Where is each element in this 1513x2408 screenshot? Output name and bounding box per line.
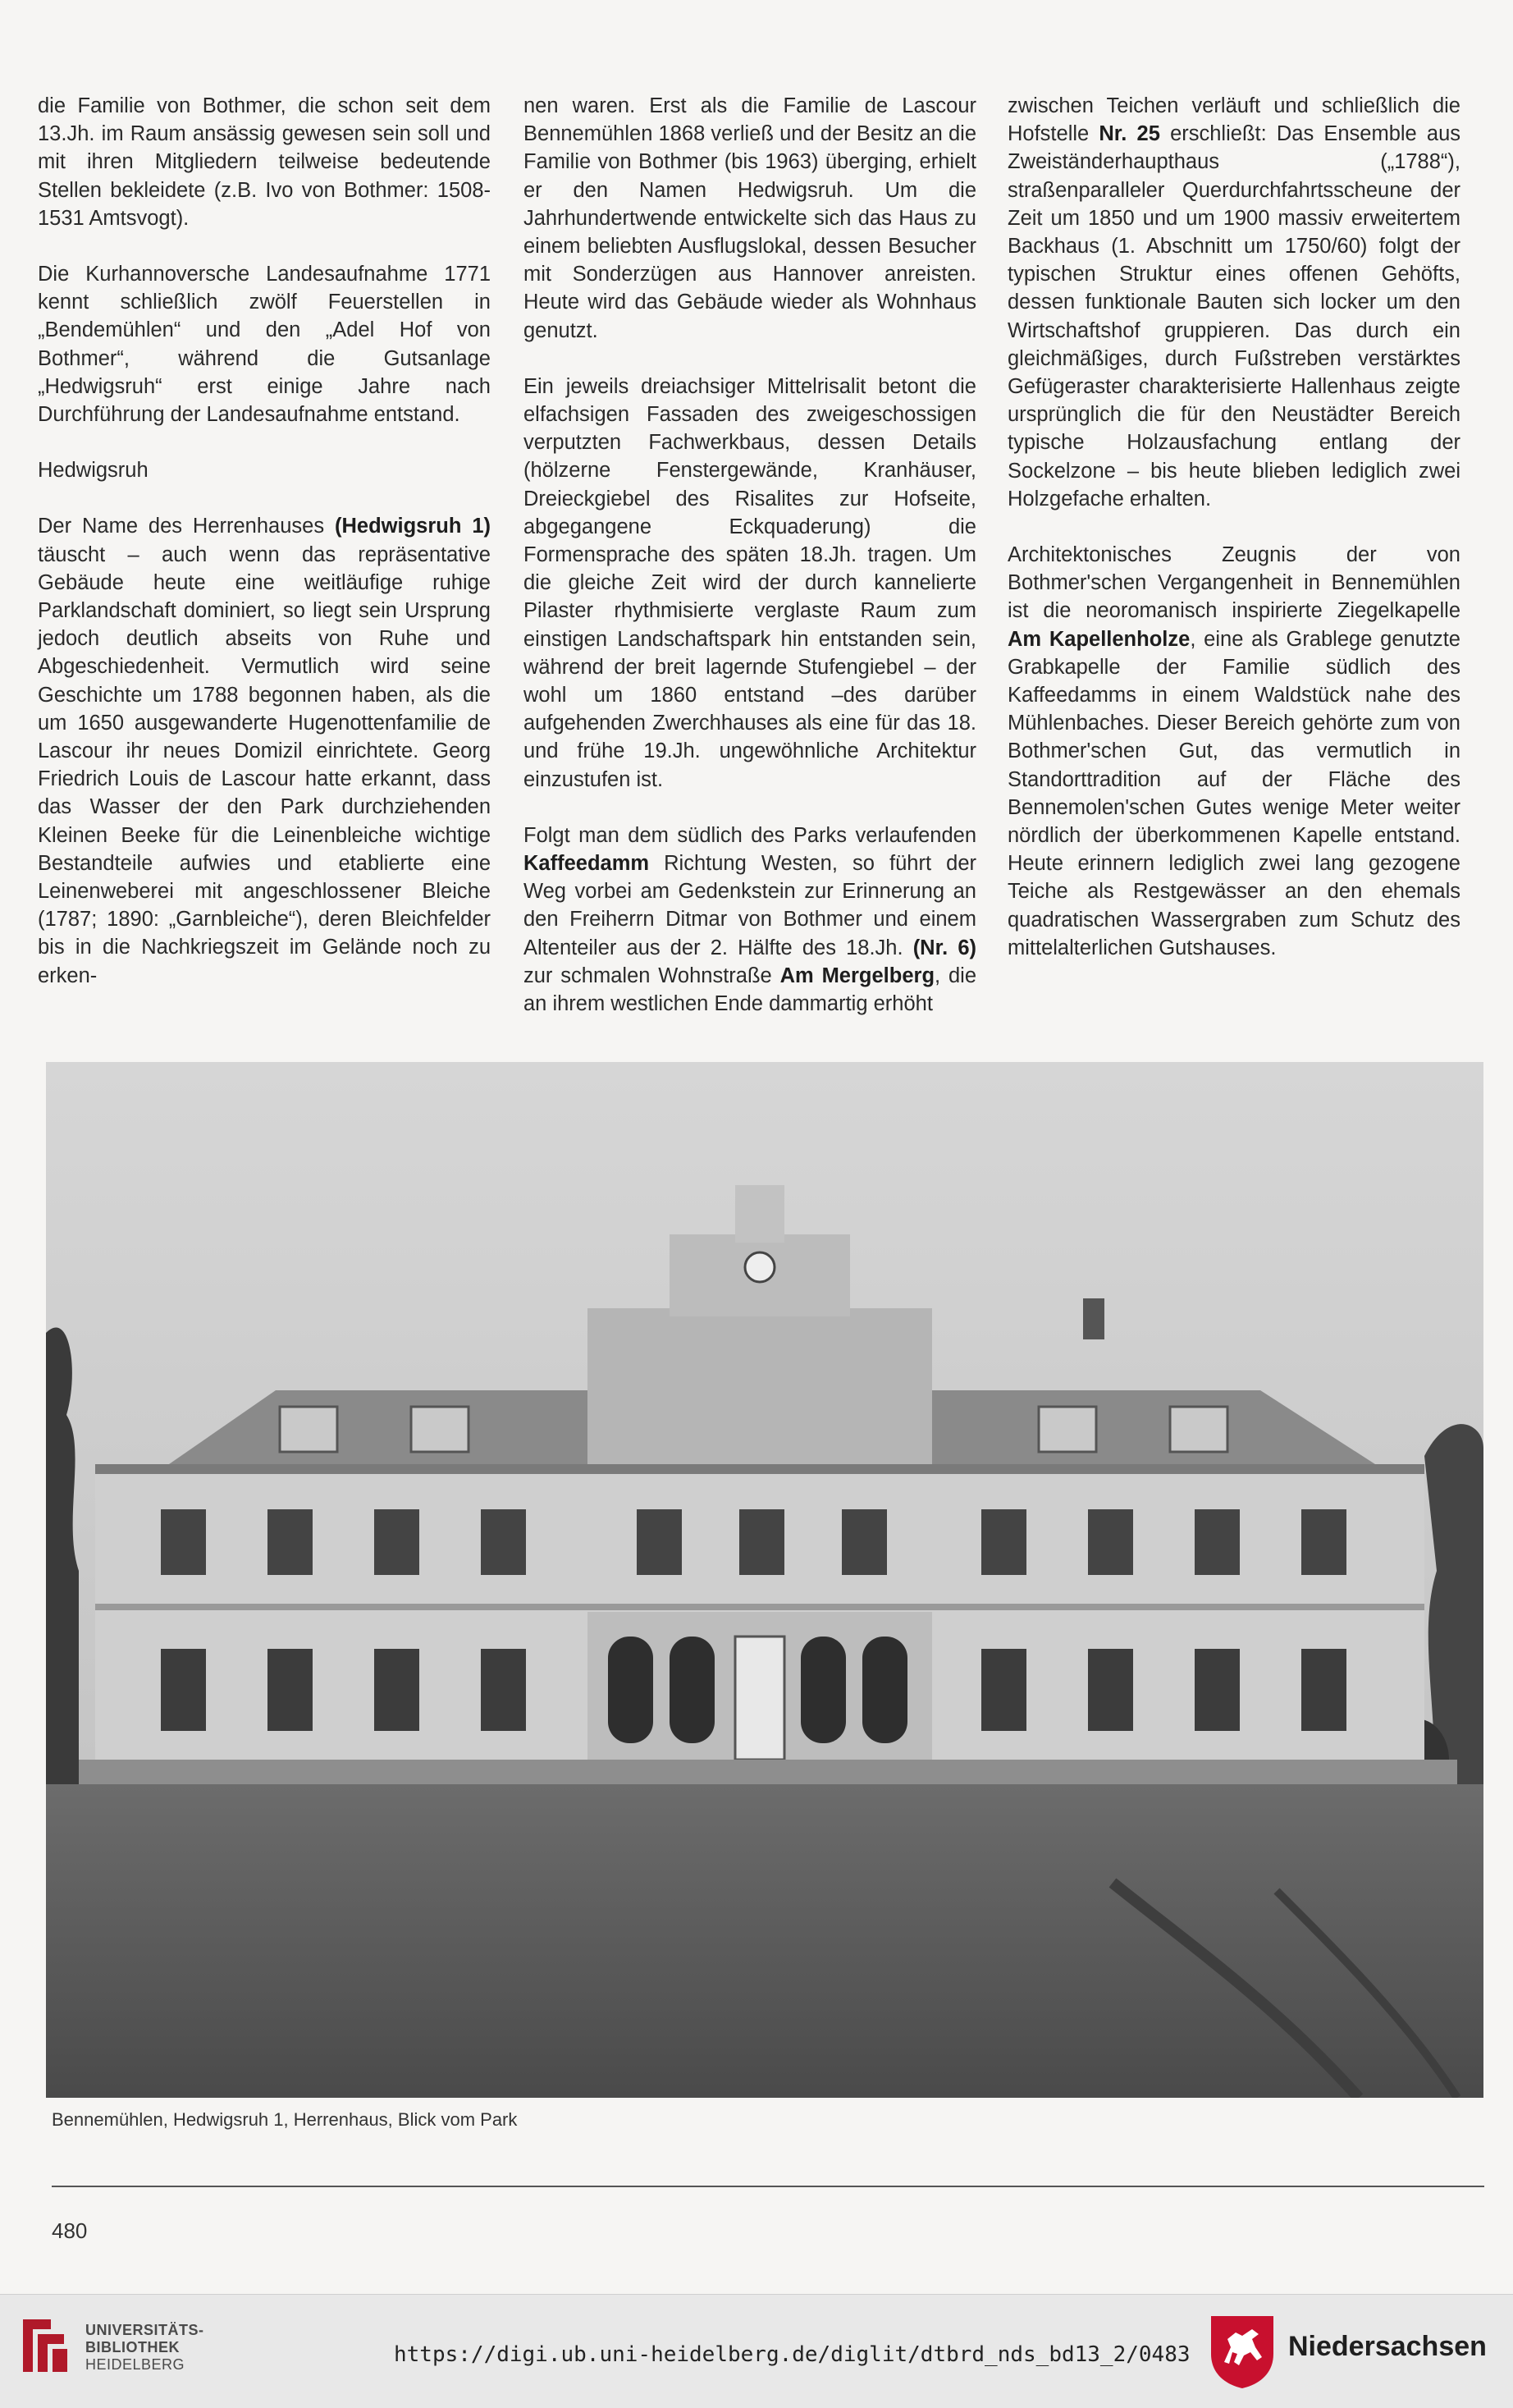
library-name-line: HEIDELBERG [85, 2356, 185, 2373]
page-number: 480 [52, 2218, 88, 2243]
text-run: Architektonisches Zeugnis der von Bothmer'schen Vergangenheit in Bennemühlen ist die neoromanisch inspirierte Ziegelkapelle [1008, 543, 1460, 623]
bold-reference: (Nr. 6) [912, 936, 976, 959]
text-run: Der Name des Herrenhauses [38, 515, 335, 538]
text-run: erschließt: Das Ensemble aus Zweiständerhaupthaus („1788“), straßenparalleler Querdurchfahrtsscheune der Zeit um 1850 und um 1900 massiv erweitertem Backhaus (1. Abschnitt um 1750/60) folgt der typischen Struktur eines offenen Gehöfts, dessen funktionale Bauten sich locker um den Wirtschaftshof gruppieren. Das durch ein gleichmäßiges, durch Fußstreben verstärktes Gefügeraster charakterisierte Hallenhaus zeigte ursprünglich die für den Neustädter Bereich typische Holzausfachung entlang der Sockelzone – bis heute blieben lediglich zwei Holzgefache erhalten. [1008, 122, 1461, 510]
text-run: , eine als Grablege genutzte Grabkapelle der Familie südlich des Kaffeedamms in einem Waldstück nahe des Mühlenbaches. Dieser Bereich gehörte zum von Bothmer'schen Gut, das vermutlich in Standorttradition auf der Fläche des Bennemolen'schen Gutes wenige Meter weiter nördlich der überkommenen Kapelle entstand. Heute erinnern lediglich zwei lang gezogene Teiche als Restgewässer an den ehemals quadratischen Wassergraben zum Schutz des mittelalterlichen Gutshauses. [1008, 627, 1460, 959]
text-run: täuscht – auch wenn das repräsentative Gebäude heute eine weitläufige ruhige Parklandschaft dominiert, so liegt sein Ursprung jedoch deutlich abseits von Ruhe und Abgeschiedenheit. Vermutlich wird seine Geschichte um 1788 begonnen haben, als die um 1650 ausgewanderte Hugenottenfamilie de Lascour ihr neues Domizil einrichtete. Georg Friedrich Louis de Lascour hatte erkannt, dass das Wasser der den Park durchziehenden Kleinen Beeke für die Leinenbleiche wichtige Bestandteile aufwies und etablierte eine Leinenweberei mit angeschlossener Bleiche (1787; 1890: „Garnbleiche“), deren Bleichfelder bis in die Nachkriegszeit im Gelände noch zu erken- [38, 542, 491, 987]
section-heading: Hedwigsruh [38, 459, 149, 483]
text-run: zwischen Teichen verläuft und schließlich die Hofstelle [1008, 94, 1460, 146]
text-run: zur schmalen Wohnstraße [523, 964, 780, 987]
manor-house-photo [46, 1062, 1483, 2098]
paragraph: nen waren. Erst als die Familie de Lascour Bennemühlen 1868 verließ und der Besitz an die Familie von Bothmer (bis 1963) überging, erhielt er den Namen Hedwigsruh. Um die Jahrhundertwende entwickelte sich das Haus zu einem beliebten Ausflugslokal, dessen Besucher mit Sonderzügen aus Hannover anreisten. Heute wird das Gebäude wieder als Wohnhaus genutzt. [523, 94, 976, 342]
paragraph [1008, 92, 1460, 513]
region-name[interactable]: Niedersachsen [1288, 2331, 1487, 2362]
bold-reference: (Hedwigsruh 1) [335, 515, 491, 538]
photo-caption: Bennemühlen, Hedwigsruh 1, Herrenhaus, Blick vom Park [52, 2109, 518, 2130]
text-run: Folgt man dem südlich des Parks verlaufenden [523, 823, 976, 847]
paragraph: die Familie von Bothmer, die schon seit dem 13.Jh. im Raum ansässig gewesen sein soll und mit ihren Mitgliedern teilweise bedeutende Stellen bekleidete (z.B. Ivo von Bothmer: 1508-1531 Amtsvogt). [38, 94, 491, 230]
paragraph [1008, 541, 1460, 962]
viewer-footer-bar [0, 2294, 1513, 2408]
text-run: Richtung Westen, so führt der Weg vorbei am Gedenkstein zur Erinnerung an den Freiherrn Ditmar von Bothmer und einem Altenteiler aus der 2. Hälfte des 18.Jh. [523, 852, 976, 959]
divider-rule [52, 2186, 1484, 2187]
text-column-1 [38, 92, 491, 1018]
bold-reference: Nr. 25 [1099, 122, 1160, 146]
ub-heidelberg-logo-icon[interactable] [16, 2313, 74, 2378]
paragraph [523, 822, 976, 1018]
bold-reference: Am Kapellenholze [1008, 627, 1191, 651]
text-column-3 [1008, 92, 1460, 990]
text-column-2 [523, 92, 976, 1046]
library-name-line: BIBLIOTHEK [85, 2339, 180, 2355]
bold-reference: Kaffeedamm [523, 852, 650, 876]
library-name[interactable] [85, 2322, 204, 2374]
text-run: , die an ihrem westlichen Ende dammartig erhöht [523, 964, 977, 1016]
paragraph: Die Kurhannoversche Landesaufnahme 1771 kennt schließlich zwölf Feuerstellen in „Bendemühlen“ und den „Adel Hof von Bothmer“, während die Gutsanlage „Hedwigsruh“ erst einige Jahre nach Durchführung der Landesaufnahme entstand. [38, 263, 491, 427]
paragraph [38, 512, 491, 989]
permalink-url[interactable]: https://digi.ub.uni-heidelberg.de/diglit/dtbrd_nds_bd13_2/0483 [394, 2342, 1191, 2367]
bold-reference: Am Mergelberg [779, 964, 935, 987]
niedersachsen-horse-crest-icon[interactable] [1206, 2311, 1278, 2390]
library-name-line: UNIVERSITÄTS- [85, 2322, 204, 2338]
paragraph: Ein jeweils dreiachsiger Mittelrisalit betont die elfachsigen Fassaden des zweigeschossigen verputzten Fachwerkbaus, dessen Details (hölzerne Fenstergewände, Kranhäuser, Dreieckgiebel des Risalites zur Hofseite, abgegangene Eckquaderung) die Formensprache des späten 18.Jh. tragen. Um die gleiche Zeit wird der durch kannelierte Pilaster rhythmisierte verglaste Raum zum einstigen Landschaftspark hin entstanden sein, während der breit lagernde Stufengiebel – der wohl um 1860 entstand –des darüber aufgehenden Zwerchhauses als eine für das 18. und frühe 19.Jh. ungewöhnliche Architektur einzustufen ist. [523, 374, 976, 791]
